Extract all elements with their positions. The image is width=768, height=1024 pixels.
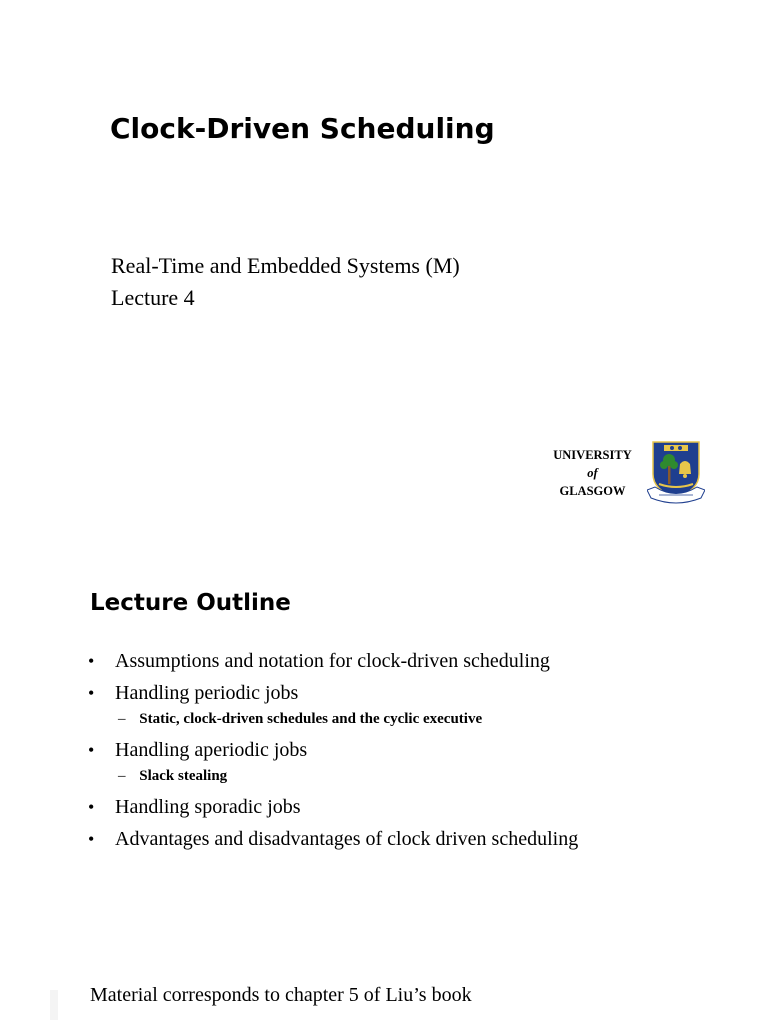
university-crest-icon xyxy=(647,440,705,506)
footer-note: Material corresponds to chapter 5 of Liu’s book xyxy=(90,984,472,1006)
list-item xyxy=(88,645,578,677)
outline-list xyxy=(88,645,578,855)
bullet-icon: • xyxy=(88,740,95,760)
bullet-icon: • xyxy=(88,683,95,703)
list-item-text: Handling sporadic jobs xyxy=(115,796,301,818)
logo-line-university: UNIVERSITY xyxy=(553,448,632,462)
dash-icon: – xyxy=(118,768,126,784)
list-item-text: Advantages and disadvantages of clock driven scheduling xyxy=(115,828,579,850)
logo-line-of: of xyxy=(587,466,598,480)
side-watermark xyxy=(50,990,58,1020)
sub-list-item-text: Slack stealing xyxy=(139,768,228,784)
list-item xyxy=(88,823,578,855)
slide-title: Clock-Driven Scheduling xyxy=(110,112,495,145)
list-item-text: Handling aperiodic jobs xyxy=(115,739,308,761)
lecture-number: Lecture 4 xyxy=(111,285,195,310)
bullet-icon: • xyxy=(88,797,95,817)
list-item xyxy=(88,677,578,709)
list-item xyxy=(88,734,578,766)
course-name: Real-Time and Embedded Systems (M) xyxy=(111,253,460,278)
list-item xyxy=(88,791,578,823)
list-item-text: Assumptions and notation for clock-driven scheduling xyxy=(115,650,550,672)
logo-line-glasgow: GLASGOW xyxy=(559,484,626,498)
dash-icon: – xyxy=(118,711,126,727)
sub-list-item xyxy=(88,763,578,789)
sub-list-item-text: Static, clock-driven schedules and the cyclic executive xyxy=(139,711,483,727)
outline-heading: Lecture Outline xyxy=(90,590,291,616)
logo-wordmark xyxy=(545,446,640,500)
bullet-icon: • xyxy=(88,651,95,671)
university-logo xyxy=(545,440,705,506)
sub-list-item xyxy=(88,706,578,732)
bullet-icon: • xyxy=(88,829,95,849)
list-item-text: Handling periodic jobs xyxy=(115,682,299,704)
subtitle-block xyxy=(111,250,460,314)
